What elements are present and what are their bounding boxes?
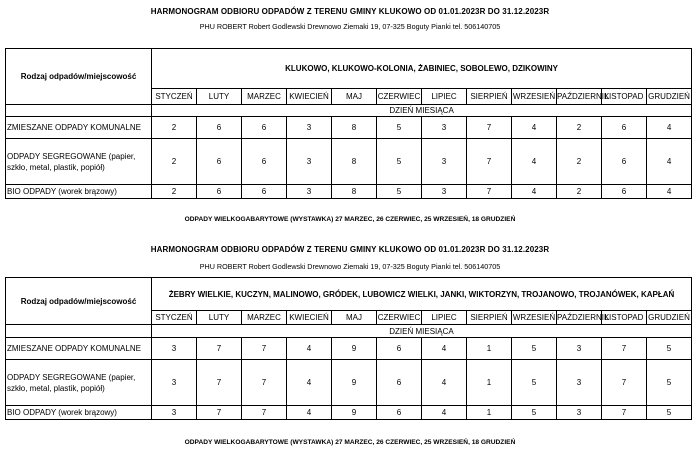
pickup-day: 3 [557,338,602,360]
month-header: KWIECIEŃ [287,311,332,325]
month-header: CZERWIEC [377,311,422,325]
pickup-day: 9 [332,360,377,406]
day-of-month-label: DZIEŃ MIESIĄCA [152,105,692,117]
waste-type-label: ZMIESZANE ODPADY KOMUNALNE [6,117,152,139]
month-header: SIERPIEŃ [467,311,512,325]
pickup-day: 8 [332,117,377,139]
pickup-day: 1 [467,360,512,406]
pickup-day: 2 [152,139,197,185]
pickup-day: 4 [647,139,692,185]
pickup-day: 5 [512,360,557,406]
table-row [6,406,692,420]
pickup-day: 6 [377,360,422,406]
empty-cell [6,325,152,338]
month-header: CZERWIEC [377,89,422,105]
month-header: STYCZEŃ [152,311,197,325]
empty-cell [6,105,152,117]
pickup-day: 6 [242,185,287,199]
month-header: GRUDZIEŃ [647,311,692,325]
month-header: LIPIEC [422,89,467,105]
pickup-day: 4 [287,406,332,420]
pickup-day: 3 [152,338,197,360]
pickup-day: 3 [422,139,467,185]
table-row [6,360,692,406]
pickup-day: 5 [647,360,692,406]
pickup-day: 5 [647,406,692,420]
pickup-day: 7 [467,185,512,199]
pickup-day: 5 [377,117,422,139]
pickup-day: 6 [602,139,647,185]
pickup-day: 4 [422,360,467,406]
company-info: PHU ROBERT Robert Godlewski Drewnowo Ziemaki 19, 07-325 Boguty Pianki tel. 506140705 [199,262,501,271]
month-header: LISTOPAD [602,89,647,105]
pickup-day: 7 [197,360,242,406]
pickup-day: 3 [422,117,467,139]
month-header: LUTY [197,311,242,325]
pickup-day: 7 [467,139,512,185]
waste-type-label: ODPADY SEGREGOWANE (papier, szkło, metal, plastik, popiół) [6,360,152,406]
table-row [6,117,692,139]
pickup-day: 5 [512,406,557,420]
month-header: MAJ [332,311,377,325]
pickup-day: 6 [377,406,422,420]
pickup-day: 2 [557,185,602,199]
pickup-day: 3 [152,360,197,406]
month-header: STYCZEŃ [152,89,197,105]
month-header: MARZEC [242,89,287,105]
pickup-day: 3 [152,406,197,420]
pickup-day: 7 [242,406,287,420]
pickup-day: 6 [602,185,647,199]
bulky-waste-note: ODPADY WIELKOGABARYTOWE (WYSTAWKA) 27 MARZEC, 26 CZERWIEC, 25 WRZESIEŃ, 18 GRUDZIEŃ [184,216,516,223]
pickup-day: 9 [332,338,377,360]
pickup-day: 4 [287,360,332,406]
pickup-day: 1 [467,406,512,420]
pickup-day: 4 [512,117,557,139]
month-header: LISTOPAD [602,311,647,325]
pickup-day: 7 [242,338,287,360]
pickup-day: 6 [197,139,242,185]
pickup-day: 7 [197,338,242,360]
pickup-day: 1 [467,338,512,360]
waste-type-label: ODPADY SEGREGOWANE (papier, szkło, metal, plastik, popiół) [6,139,152,185]
waste-type-label: ZMIESZANE ODPADY KOMUNALNE [6,338,152,360]
waste-type-header: Rodzaj odpadów/miejscowość [6,49,152,105]
pickup-day: 4 [422,338,467,360]
pickup-day: 2 [152,117,197,139]
pickup-day: 5 [377,185,422,199]
pickup-day: 7 [602,360,647,406]
schedule-table [5,277,692,420]
month-header: PAŹDZIERNIK [557,89,602,105]
pickup-day: 4 [287,338,332,360]
pickup-day: 6 [242,139,287,185]
month-header: GRUDZIEŃ [647,89,692,105]
pickup-day: 8 [332,139,377,185]
pickup-day: 3 [287,117,332,139]
pickup-day: 3 [557,360,602,406]
table-row [6,139,692,185]
pickup-day: 6 [377,338,422,360]
pickup-day: 2 [557,117,602,139]
month-header: LUTY [197,89,242,105]
month-header: MAJ [332,89,377,105]
company-info: PHU ROBERT Robert Godlewski Drewnowo Ziemaki 19, 07-325 Boguty Pianki tel. 506140705 [199,22,501,31]
pickup-day: 7 [602,406,647,420]
pickup-day: 3 [422,185,467,199]
month-header: MARZEC [242,311,287,325]
table-row [6,185,692,199]
month-header: WRZESIEŃ [512,89,557,105]
pickup-day: 7 [242,360,287,406]
schedule-title: HARMONOGRAM ODBIORU ODPADÓW Z TERENU GMINY KLUKOWO OD 01.01.2023R DO 31.12.2023R [150,245,550,254]
month-header: LIPIEC [422,311,467,325]
schedule-table [5,48,692,199]
pickup-day: 6 [197,117,242,139]
pickup-day: 4 [647,185,692,199]
pickup-day: 2 [557,139,602,185]
pickup-day: 6 [242,117,287,139]
pickup-day: 3 [287,185,332,199]
schedule-title: HARMONOGRAM ODBIORU ODPADÓW Z TERENU GMINY KLUKOWO OD 01.01.2023R DO 31.12.2023R [150,7,550,16]
pickup-day: 4 [512,185,557,199]
pickup-day: 7 [467,117,512,139]
pickup-day: 4 [647,117,692,139]
pickup-day: 3 [287,139,332,185]
pickup-day: 7 [602,338,647,360]
pickup-day: 4 [512,139,557,185]
month-header: WRZESIEŃ [512,311,557,325]
pickup-day: 7 [197,406,242,420]
pickup-day: 6 [602,117,647,139]
pickup-day: 4 [422,406,467,420]
pickup-day: 2 [152,185,197,199]
waste-type-header: Rodzaj odpadów/miejscowość [6,278,152,325]
pickup-day: 5 [647,338,692,360]
waste-type-label: BIO ODPADY (worek brązowy) [6,406,152,420]
localities-header: KLUKOWO, KLUKOWO-KOLONIA, ŻABINIEC, SOBOLEWO, DZIKOWINY [152,49,692,89]
pickup-day: 5 [377,139,422,185]
month-header: KWIECIEŃ [287,89,332,105]
table-row [6,338,692,360]
day-of-month-label: DZIEŃ MIESIĄCA [152,325,692,338]
pickup-day: 6 [197,185,242,199]
waste-type-label: BIO ODPADY (worek brązowy) [6,185,152,199]
month-header: SIERPIEŃ [467,89,512,105]
bulky-waste-note: ODPADY WIELKOGABARYTOWE (WYSTAWKA) 27 MARZEC, 26 CZERWIEC, 25 WRZESIEŃ, 18 GRUDZIEŃ [184,439,516,446]
pickup-day: 8 [332,185,377,199]
localities-header: ŻEBRY WIELKIE, KUCZYN, MALINOWO, GRÓDEK, LUBOWICZ WIELKI, JANKI, WIKTORZYN, TROJANOWO, TROJANÓWEK, KAPŁAŃ [152,278,692,311]
month-header: PAŹDZIERNIK [557,311,602,325]
pickup-day: 3 [557,406,602,420]
pickup-day: 5 [512,338,557,360]
pickup-day: 9 [332,406,377,420]
